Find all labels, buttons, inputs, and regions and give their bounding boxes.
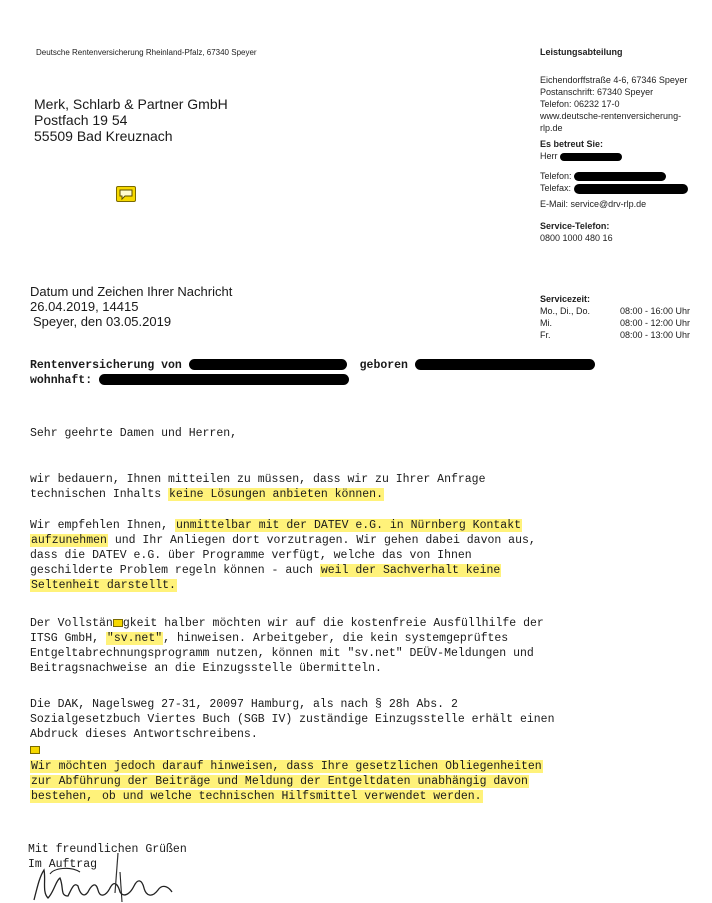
text-line — [30, 578, 536, 593]
department-postal: Postanschrift: 67340 Speyer — [540, 87, 654, 97]
text-line — [30, 789, 543, 804]
hours-time: 08:00 - 12:00 Uhr — [620, 318, 691, 328]
text-line: Entgeltabrechnungsprogramm nutzen, können mit "sv.net" DEÜV-Meldungen und — [30, 647, 534, 660]
recipient-postbox: Postfach 19 54 — [34, 112, 128, 128]
text-line: Der Vollstän gkeit halber möchten wir auf die kostenfreie Ausfüllhilfe der — [30, 617, 544, 630]
highlight: Seltenheit darstellt. — [31, 579, 176, 592]
signature-stroke — [110, 853, 122, 893]
subject-line-2 — [30, 373, 595, 388]
service-tel-label: Service-Telefon: — [540, 221, 610, 231]
paragraph-5 — [30, 759, 543, 804]
inline-note-icon[interactable] — [113, 619, 123, 627]
reference-block — [30, 284, 232, 329]
text-line: wir bedauern, Ihnen mitteilen zu müssen, dass wir zu Ihrer Anfrage — [30, 473, 486, 486]
highlight: ob und welche technischen Hilfsmittel verwendet werden. — [95, 790, 482, 803]
subject-born-label: geboren — [359, 359, 408, 372]
place-date: Speyer, den 03.05.2019 — [33, 314, 172, 329]
closing-greeting: Mit freundlichen Grüßen — [28, 843, 187, 856]
highlight: weil der Sachverhalt keine — [320, 564, 501, 577]
highlight: aufzunehmen — [31, 534, 107, 547]
redaction-bar — [415, 359, 595, 370]
hours-day: Fr. — [540, 330, 551, 340]
text-line: aufzunehmen und Ihr Anliegen dort vorzutragen. Wir gehen dabei davon aus, — [31, 534, 536, 547]
service-time-label: Servicezeit: — [540, 294, 591, 304]
text-line — [30, 774, 543, 789]
subject-block — [30, 358, 595, 388]
text-line: Beitragsnachweise an die Einzugsstelle übermitteln. — [30, 662, 382, 675]
redaction-bar — [99, 374, 349, 385]
paragraph-1 — [30, 472, 485, 502]
department-street: Eichendorffstraße 4-6, 67346 Speyer — [540, 75, 688, 85]
text-line: Die DAK, Nagelsweg 27-31, 20097 Hamburg, als nach § 28h Abs. 2 — [30, 698, 458, 711]
redaction-bar — [574, 184, 688, 194]
paragraph-3 — [30, 616, 544, 676]
hours-row — [540, 305, 690, 317]
hours-row — [540, 317, 690, 329]
text-line: geschilderte Problem regeln können - auch weil der Sachverhalt keine — [30, 564, 501, 577]
text-line: Wir empfehlen Ihnen, unmittelbar mit der DATEV e.G. in Nürnberg Kontakt — [30, 519, 521, 532]
text-line: Sozialgesetzbuch Viertes Buch (SGB IV) zuständige Einzugsstelle erhält einen — [30, 713, 555, 726]
subject-label: Rentenversicherung von — [30, 359, 182, 372]
highlight: keine Lösungen anbieten können. — [169, 488, 383, 501]
fax-label: Telefax: — [540, 183, 572, 193]
service-times — [540, 293, 690, 341]
redaction-bar — [574, 172, 666, 181]
contact-email[interactable]: E-Mail: service@drv-rlp.de — [540, 199, 647, 209]
department-title: Leistungsabteilung — [540, 47, 623, 57]
department-web[interactable]: www.deutsche-rentenversicherung- — [540, 111, 682, 121]
hours-day: Mo., Di., Do. — [540, 306, 591, 316]
contact-prefix: Herr — [540, 151, 558, 161]
highlight: bestehen, — [31, 790, 94, 803]
redaction-bar — [560, 153, 622, 161]
paragraph-note-icon[interactable] — [30, 746, 40, 754]
hours-time: 08:00 - 16:00 Uhr — [620, 306, 691, 316]
paragraph-4 — [30, 697, 555, 742]
text-line: technischen Inhalts keine Lösungen anbieten können. — [30, 488, 383, 501]
service-hours-table — [540, 305, 690, 341]
department-phone: Telefon: 06232 17-0 — [540, 99, 620, 109]
recipient-address — [34, 96, 228, 144]
service-tel: 0800 1000 480 16 — [540, 233, 613, 243]
department-web-cont[interactable]: rlp.de — [540, 123, 563, 133]
highlight: zur Abführung der Beiträge und Meldung der Entgeltdaten unabhängig davon — [31, 775, 528, 788]
text-line: ITSG GmbH, "sv.net", hinweisen. Arbeitgeber, die kein systemgeprüftes — [30, 632, 509, 645]
subject-residence-label: wohnhaft: — [30, 374, 93, 387]
contact-tel — [540, 170, 688, 182]
comment-note-icon[interactable] — [116, 186, 136, 202]
tel-label: Telefon: — [540, 171, 572, 181]
reference-value: 26.04.2019, 14415 — [30, 299, 139, 314]
sender-line: Deutsche Rentenversicherung Rheinland-Pfalz, 67340 Speyer — [36, 48, 257, 57]
text-line: dass die DATEV e.G. über Programme verfügt, welche das von Ihnen — [30, 549, 472, 562]
highlight: unmittelbar mit der DATEV e.G. in Nürnberg Kontakt — [175, 519, 521, 532]
reference-label: Datum und Zeichen Ihrer Nachricht — [30, 284, 233, 299]
hours-time: 08:00 - 13:00 Uhr — [620, 330, 691, 340]
text-line — [30, 759, 543, 774]
hours-row — [540, 329, 690, 341]
contact-fax — [540, 182, 688, 194]
subject-line-1 — [30, 358, 595, 373]
department-block — [540, 46, 623, 58]
department-contact — [540, 74, 688, 244]
redaction-bar — [189, 359, 347, 370]
closing-on-behalf: Im Auftrag — [28, 858, 98, 871]
paragraph-2 — [30, 518, 536, 593]
salutation: Sehr geehrte Damen und Herren, — [30, 427, 238, 440]
highlight: Wir möchten jedoch darauf hinweisen, dass Ihre gesetzlichen Obliegenheiten — [31, 760, 542, 773]
contact-person — [540, 150, 688, 162]
highlight: "sv.net" — [106, 632, 163, 645]
text-line: Abdruck dieses Antwortschreibens. — [30, 728, 258, 741]
hours-day: Mi. — [540, 318, 552, 328]
recipient-name: Merk, Schlarb & Partner GmbH — [34, 96, 228, 112]
recipient-city: 55509 Bad Kreuznach — [34, 128, 173, 144]
contact-label: Es betreut Sie: — [540, 139, 604, 149]
